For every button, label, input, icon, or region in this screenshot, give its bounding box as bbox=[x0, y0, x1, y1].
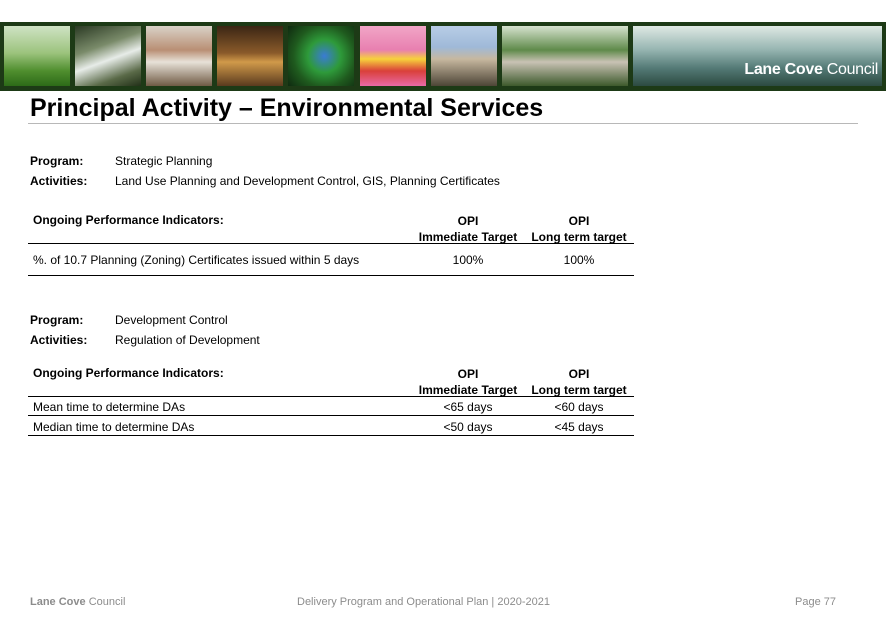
waterfall-photo bbox=[75, 26, 141, 86]
table2-header-longterm bbox=[519, 366, 639, 398]
table2-header-immediate bbox=[408, 366, 528, 398]
table1-header-rule bbox=[28, 243, 634, 244]
footer-org-bold: Lane Cove bbox=[30, 596, 86, 608]
table1-header-immediate-l1: OPI bbox=[457, 214, 479, 228]
table1-header-immediate bbox=[408, 213, 528, 245]
table2-header-indicators: Ongoing Performance Indicators: bbox=[33, 366, 224, 380]
header-banner bbox=[0, 22, 886, 91]
table2-row-immediate: <50 days bbox=[443, 420, 493, 434]
table1-row-immediate: 100% bbox=[452, 253, 484, 267]
table1-header-immediate-l2: Immediate Target bbox=[418, 230, 518, 244]
night-market-photo bbox=[217, 26, 283, 86]
table1-row-indicator: %. of 10.7 Planning (Zoning) Certificates issued within 5 days bbox=[33, 253, 360, 267]
brand-rest: Council bbox=[826, 61, 878, 78]
table1-header-longterm-l1: OPI bbox=[568, 214, 590, 228]
table2-header-longterm-l1: OPI bbox=[568, 367, 590, 381]
page-title: Principal Activity – Environmental Services bbox=[30, 94, 544, 122]
table1-header-indicators: Ongoing Performance Indicators: bbox=[33, 213, 224, 227]
table1-header-longterm-l2: Long term target bbox=[531, 230, 627, 244]
golf-course-photo bbox=[4, 26, 70, 86]
outdoor-dining-photo bbox=[502, 26, 628, 86]
activities-label-1: Activities: bbox=[30, 174, 88, 188]
table1-row-longterm: 100% bbox=[563, 253, 595, 267]
table2-row-rule bbox=[28, 415, 634, 416]
table2-header-immediate-l2: Immediate Target bbox=[418, 383, 518, 397]
table2-header-immediate-l1: OPI bbox=[457, 367, 479, 381]
table1-bottom-rule bbox=[28, 275, 634, 276]
table2-header-rule bbox=[28, 396, 634, 397]
table2-row-longterm: <45 days bbox=[554, 420, 604, 434]
table2-row-immediate: <65 days bbox=[443, 400, 493, 414]
footer-document-title: Delivery Program and Operational Plan | 2020-2021 bbox=[297, 596, 550, 608]
table2-row-longterm: <60 days bbox=[554, 400, 604, 414]
dancers-photo bbox=[146, 26, 212, 86]
heritage-building-photo bbox=[431, 26, 497, 86]
table2-row-indicator: Mean time to determine DAs bbox=[33, 400, 186, 414]
table2-row-indicator: Median time to determine DAs bbox=[33, 420, 195, 434]
performer-photo bbox=[360, 26, 426, 86]
title-divider bbox=[28, 123, 858, 124]
activities-value-2: Regulation of Development bbox=[115, 333, 260, 347]
activities-value-1: Land Use Planning and Development Control, GIS, Planning Certificates bbox=[115, 174, 500, 188]
table1-header-longterm bbox=[519, 213, 639, 245]
brand-bold: Lane Cove bbox=[744, 61, 823, 78]
footer-org bbox=[30, 596, 125, 608]
program-value-2: Development Control bbox=[115, 313, 228, 327]
program-value-1: Strategic Planning bbox=[115, 154, 213, 168]
lorikeet-photo bbox=[288, 26, 354, 86]
footer-page-number: Page 77 bbox=[795, 596, 836, 608]
table2-header-longterm-l2: Long term target bbox=[531, 383, 627, 397]
brand-logo-text bbox=[744, 61, 878, 79]
activities-label-2: Activities: bbox=[30, 333, 88, 347]
program-label-1: Program: bbox=[30, 154, 84, 168]
program-label-2: Program: bbox=[30, 313, 84, 327]
footer-org-rest: Council bbox=[88, 596, 126, 608]
table2-bottom-rule bbox=[28, 435, 634, 436]
